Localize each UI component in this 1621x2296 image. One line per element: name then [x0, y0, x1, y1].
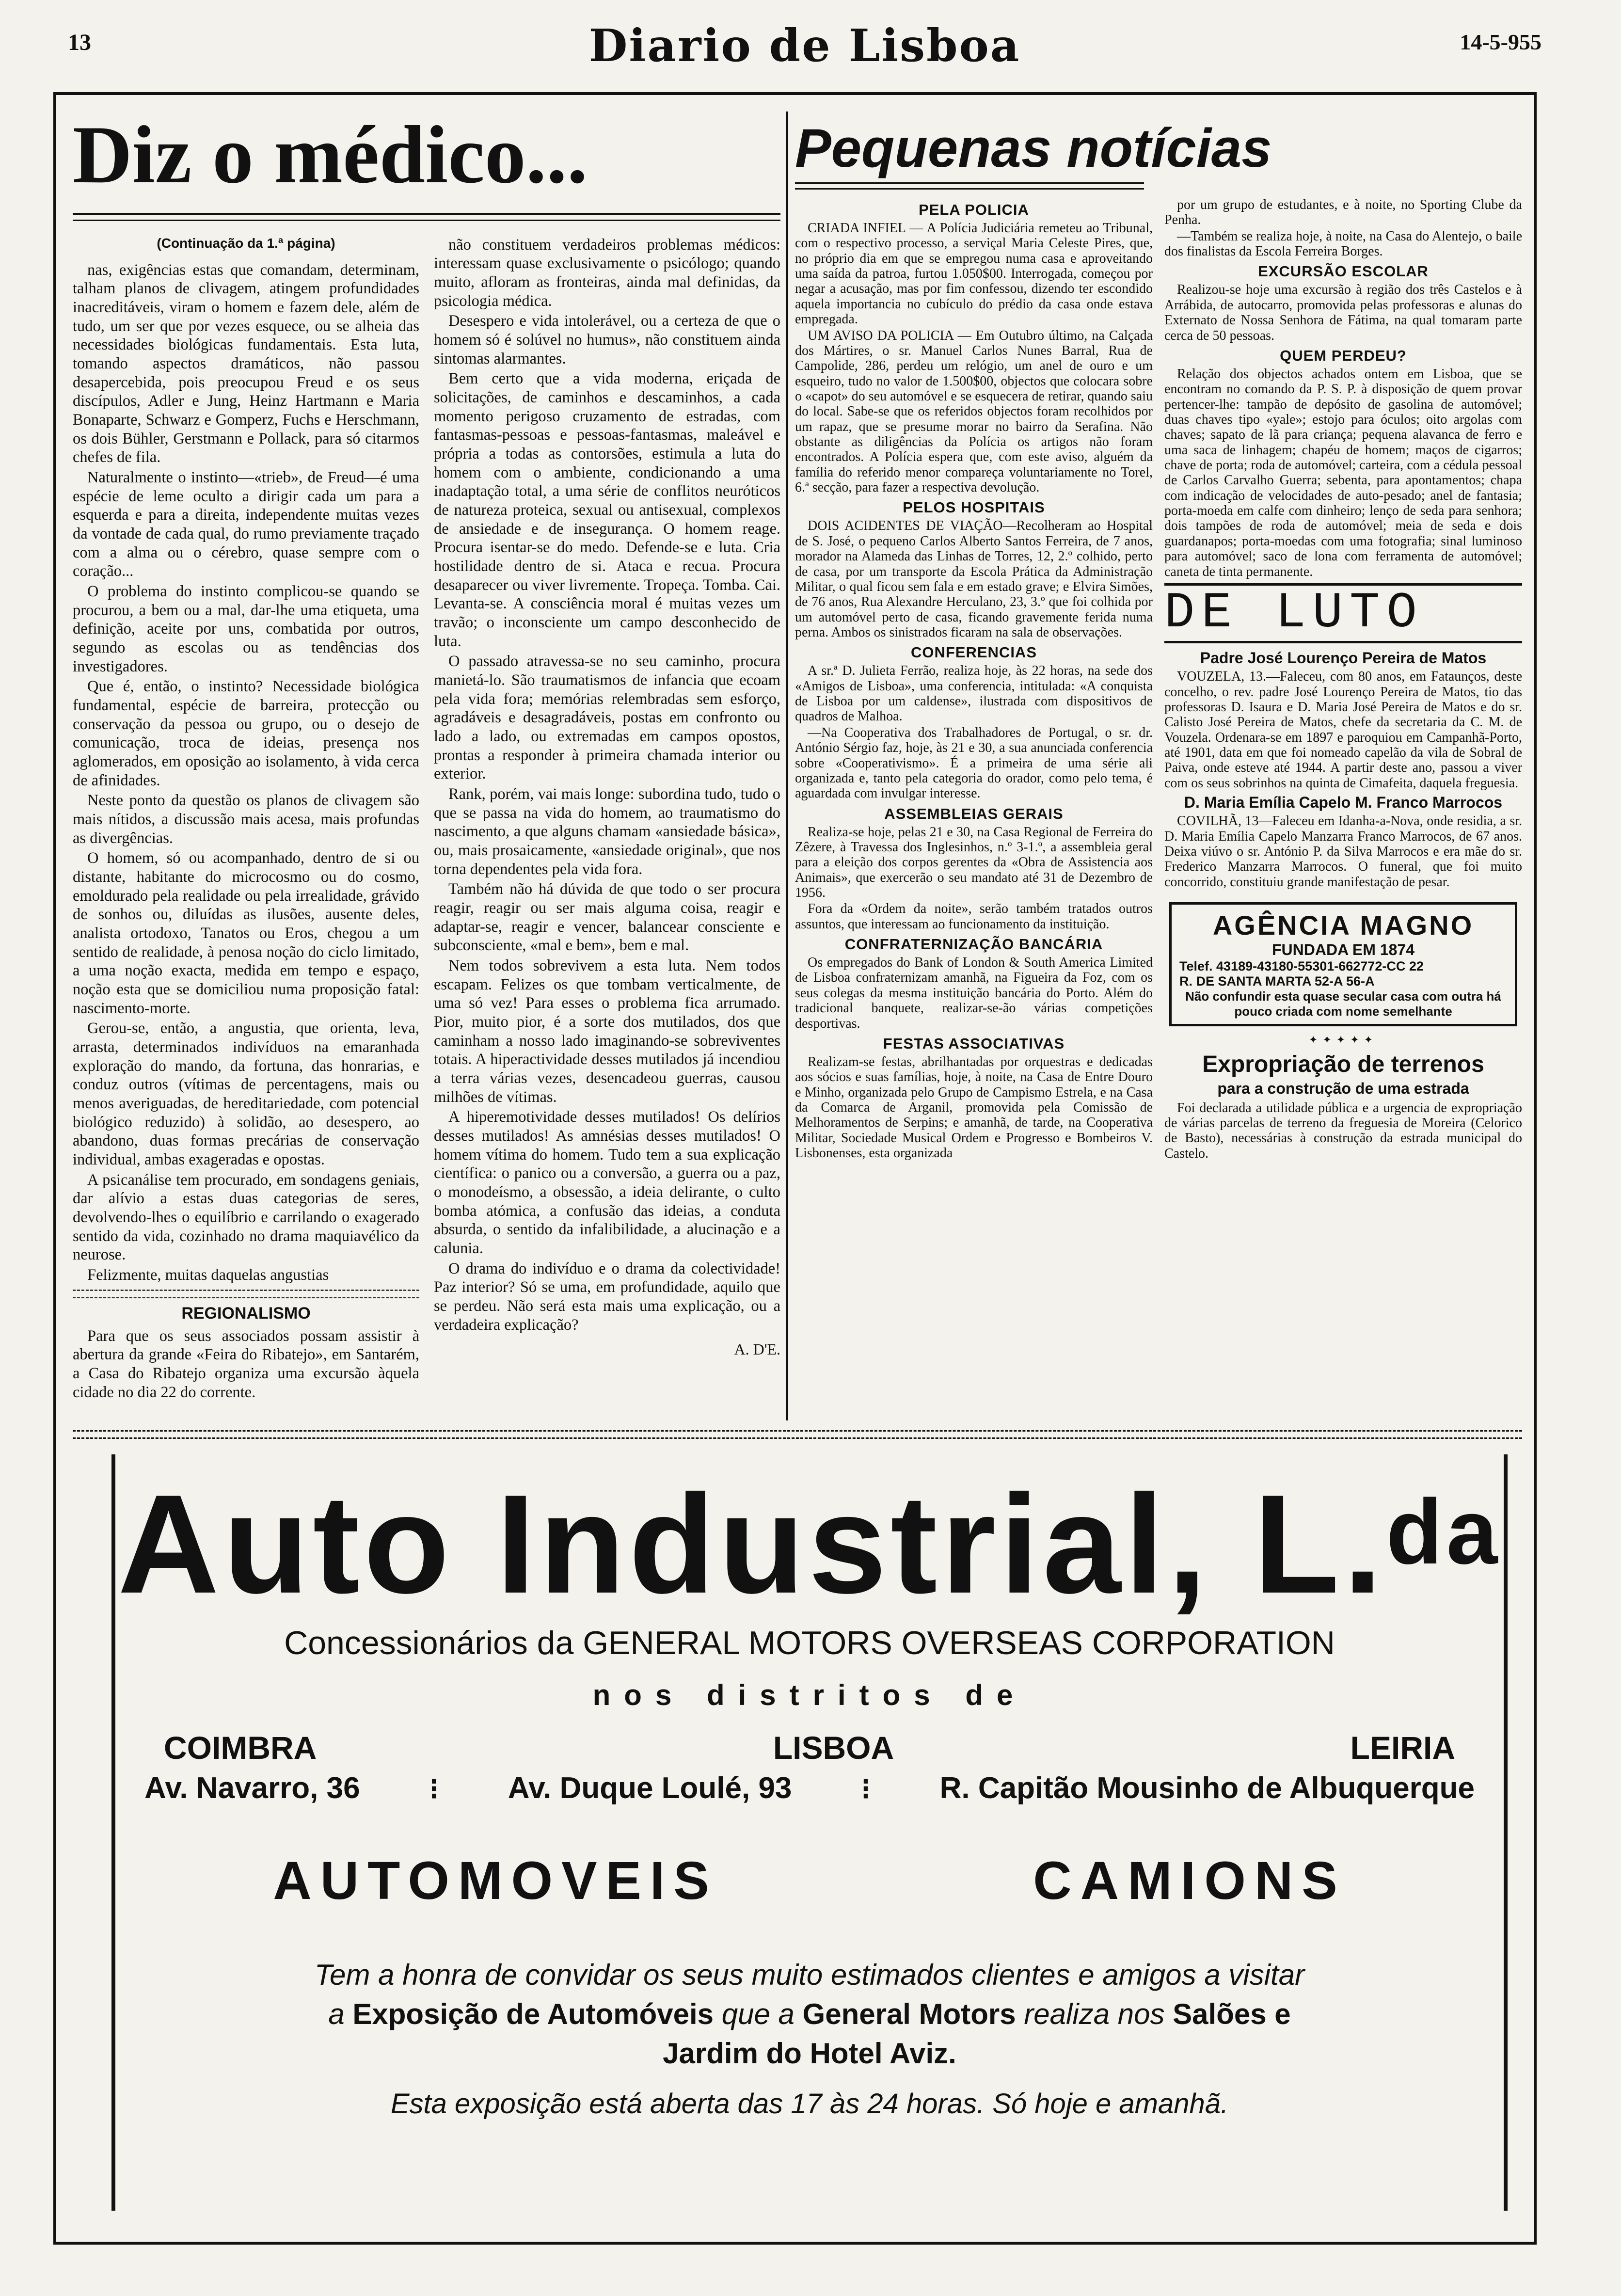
advert-concession: Concessionários da GENERAL MOTORS OVERSEAS CORPORATION — [284, 1625, 1335, 1661]
news-paragraph: DOIS ACIDENTES DE VIAÇÃO—Recolheram ao Hospital de S. José, o pequeno Carlos Alberto Santos Ferreira, de 7 anos, morador na Alameda das Linhas de Torres, 12, 2.º colhido, perto de casa, por um transporte da Escola Prática da Administração Militar, o qual ficou sem fala e em estado grave; e Elvira Simões, de 76 anos, Rua Alexandre Herculano, 23, 3.º que foi colhida por um automóvel perto de casa, ficando gravemente ferida numa perna. Ambos os sinistrados ficaram na sala de observações. — [795, 518, 1153, 640]
regionalismo-text: Para que os seus associados possam assistir à abertura da grande «Feira do Ribatejo», em Santarém, a Casa do Ribatejo organiza uma excursão àquela cidade no dia 22 do corrente. — [73, 1327, 419, 1401]
article-paragraph: O passado atravessa-se no seu caminho, procura manietá-lo. São traumatismos de infancia que ecoam pela vida fora; memórias relembradas sem esforço, agradáveis e desagradáveis, postas em confronto ou lado a lado, ou extremadas em campos opostos, prontas a responder à primeira chamada interior ou exterior. — [434, 653, 780, 783]
address-separator: ⁝ — [429, 1772, 439, 1806]
obituary-name: D. Maria Emília Capelo M. Franco Marrocos — [1184, 794, 1503, 812]
headline-rule — [73, 213, 780, 221]
advert-divider — [73, 1430, 1522, 1439]
news-section-title: Pequenas notícias — [795, 121, 1272, 178]
city-coimbra: COIMBRA — [164, 1730, 317, 1766]
advert-hours: Esta exposição está aberta das 17 às 24 horas. Só hoje e amanhã. — [390, 2088, 1229, 2120]
article-paragraph: O problema do instinto complicou-se quando se procurou, a bem ou a mal, dar-lhe uma etiqueta, uma definição, aceite por uns, combatida por outros, segundo as escolas ou as tendências dos investigadores. — [73, 582, 419, 675]
article-paragraph: Naturalmente o instinto—«trieb», de Freud—é uma espécie de leme oculto a dirigir cada um para a esquerda e para a direita, independente muitas vezes da vontade de cada qual, do rumo previamente traçado com a alma ou o cérebro, quase sempre com o coração... — [73, 468, 419, 580]
city-lisboa: LISBOA — [773, 1730, 894, 1766]
news-paragraph: UM AVISO DA POLICIA — Em Outubro último, na Calçada dos Mártires, o sr. Manuel Carlos Nunes Barral, Rua de Campolide, 286, perdeu um relógio, um anel de ouro e um esqueiro, tudo no valor de 1.500$00, objectos que colocara sobre o «capot» do seu automóvel e se esquecera de retirar, quando saiu do local. Sabe-se que os referidos objectos foram recolhidos por um rapaz, que se presume morar no bairro da Serafina. Não obstante as diligências da Polícia os artigos não foram encontrados. A Polícia espera que, com este aviso, alguém da família do referido menor compareça voluntariamente no Torel, 6.ª secção, para fazer a respectiva devolução. — [795, 328, 1153, 495]
column-rule — [786, 112, 788, 1420]
news-heading: PELOS HOSPITAIS — [903, 499, 1045, 516]
news-heading: PELA POLICIA — [919, 201, 1029, 218]
news-column-2 — [1164, 197, 1522, 1162]
news-heading: ASSEMBLEIAS GERAIS — [884, 805, 1064, 822]
expropriacao-subtitle: para a construção de uma estrada — [1217, 1079, 1469, 1097]
quem-perdeu-heading: QUEM PERDEU? — [1280, 347, 1407, 364]
product-automoveis: AUTOMOVEIS — [273, 1851, 718, 1911]
agencia-magno-ad — [1169, 902, 1517, 1026]
invite-hotel-aviz: Jardim do Hotel Aviz. — [663, 2037, 956, 2070]
obituary-text: VOUZELA, 13.—Faleceu, com 80 anos, em Fataunços, deste concelho, o rev. padre José Lourenço Pereira de Matos, tio das professoras D. Isaura e D. Maria José Pereira de Matos e do sr. Calisto José Pereira de Matos, chefe da secretaria da C. M. de Vouzela. Ordenara-se em 1897 e paroquiou em Campanhã-Porto, até 1901, data em que foi nomeado capelão da vila de Sobral de Paiva, onde esteve até 1944. A partir deste ano, passou a viver com os seus sobrinhos na quinta de Cimafeita, daquela freguesia. — [1164, 669, 1522, 791]
article-diz-o-medico — [73, 112, 780, 1425]
page-number: 13 — [68, 30, 91, 55]
news-heading: CONFERENCIAS — [910, 644, 1037, 661]
excursao-text: Realizou-se hoje uma excursão à região dos três Castelos e à Arrábida, de autocarro, promovida pelas professoras e alunas do Externato de Nossa Senhora de Fátima, na qual tomaram parte cerca de 50 pessoas. — [1164, 282, 1522, 343]
article-column-2 — [434, 236, 780, 1403]
agencia-founded: FUNDADA EM 1874 — [1272, 941, 1414, 958]
news-paragraph: Realiza-se hoje, pelas 21 e 30, na Casa Regional de Ferreira do Zêzere, à Travessa dos Inglesinhos, n.º 3-1.º, a assembleia geral para a eleição dos corpos gerentes da «Obra de Assistencia aos Animais», que exercerão o seu mandato até 31 de Dezembro de 1956. — [795, 824, 1153, 901]
expropriacao-text: Foi declarada a utilidade pública e a urgencia de expropriação de várias parcelas de terreno da freguesia de Moreira (Celorico de Basto), necessárias à construção da estrada municipal do Castelo. — [1164, 1100, 1522, 1161]
advert-brand-suffix: da — [1386, 1481, 1502, 1583]
invite-word: que a — [721, 1998, 795, 2030]
invite-word: realiza nos — [1024, 1998, 1165, 2030]
city-leiria: LEIRIA — [1350, 1730, 1455, 1766]
article-paragraph: Que é, então, o instinto? Necessidade biológica fundamental, espécie de barreira, protecção ou conservação da pessoa ou grupo, ou o desejo de comunicação, troca de ideias, presença nos aglomerados, em oposição ao isolamento, à vida cerca de afinidades. — [73, 678, 419, 789]
article-paragraph: não constituem verdadeiros problemas médicos: interessam quase exclusivamente o psicólogo; quando muito, afloram as fronteiras, ainda mal definidas, da psicologia médica. — [434, 236, 780, 310]
article-kicker: (Continuação da 1.ª página) — [157, 235, 335, 251]
news-paragraph: —Na Cooperativa dos Trabalhadores de Portugal, o sr. dr. António Sérgio faz, hoje, às 21 e 30, a sua anunciada conferencia sobre «Cooperativismo». É a primeira de uma série ali organizada e, tanto pela categoria do orador, como pelo tema, é aguardada com invulgar interesse. — [795, 725, 1153, 801]
agencia-phones: Telef. 43189-43180-55301-662772-CC 22 — [1179, 958, 1424, 973]
agencia-address: R. DE SANTA MARTA 52-A 56-A — [1179, 973, 1375, 989]
auto-industrial-advert — [111, 1454, 1508, 2211]
advert-invitation — [115, 1955, 1504, 2073]
pequenas-noticias-section — [795, 121, 1522, 1425]
news-heading: CONFRATERNIZAÇÃO BANCÁRIA — [844, 936, 1103, 953]
news-paragraph: por um grupo de estudantes, e à noite, no Sporting Clube da Penha. — [1164, 197, 1522, 228]
advert-brand-text: Auto Industrial, L. — [117, 1466, 1386, 1623]
news-heading: FESTAS ASSOCIATIVAS — [883, 1035, 1065, 1052]
article-paragraph: Felizmente, muitas daquelas angustias — [87, 1266, 329, 1284]
article-paragraph: Desespero e vida intolerável, ou a certeza de que o homem só é solúvel no humus», não constituem ainda sintomas alarmantes. — [434, 312, 780, 367]
star-divider: ✦✦✦✦✦ — [1308, 1033, 1378, 1046]
article-paragraph: O homem, só ou acompanhado, dentro de si ou distante, habitante do microcosmo ou do cosmo, emoldurado pela realidade ou pela irrealidade, grávido de sonhos ou, diluídas as ilusões, ausente deles, analista ortodoxo, Tanatos ou Eros, chegou a um sentido de realidade, à penosa noção do ciclo limitado, a uma noção exacta, medida em tempo e espaço, noção esta que se domiciliou numa proposição fatal: nascimento-morte. — [73, 849, 419, 1017]
article-paragraph: O drama do indivíduo e o drama da colectividade! Paz interior? Só se uma, em profundidade, aquilo que se perdeu. Não será esta mais uma explicação, ou a verdadeira explicação? — [434, 1260, 780, 1334]
article-paragraph: A psicanálise tem procurado, em sondagens geniais, dar alívio a estas duas categorias de seres, devolvendo-lhes o equilíbrio e carrilando o exagerado sentido da vida, cozinhado no drama maquiavélico da neurose. — [73, 1171, 419, 1264]
article-paragraph: Gerou-se, então, a angustia, que orienta, leva, arrasta, determinados indivíduos na emaranhada exploração do mando, da fortuna, das honrarias, e conduz outros (vítimas de percentagens, mais ou menos averiguadas, de hereditariedade, com potencial biológico reduzido) à solidão, ao desespero, ao abandono, duas formas precárias de conservação individual, ambas exageradas e opostas. — [73, 1020, 419, 1169]
advert-addresses — [115, 1771, 1504, 1806]
article-paragraph: Também não há dúvida de que todo o ser procura reagir, reagir ou ser mais alguma coisa, reagir e adaptar-se, reagir e vencer, balancear consciente e subconsciente, «mal e bem», bem e mal. — [434, 880, 780, 955]
advert-products — [115, 1850, 1504, 1912]
advert-cities — [115, 1729, 1504, 1766]
news-paragraph: Fora da «Ordem da noite», serão também tratados outros assuntos, que interessam ao funcionamento da instituição. — [795, 901, 1153, 932]
news-paragraph: Realizam-se festas, abrilhantadas por orquestras e dedicadas aos sócios e suas famílias, hoje, à noite, na Casa de Entre Douro e Minho, organizada pelo Grupo de Campismo Estrela, e na Casa da Comarca de Arganil, promovida pela Comissão de Melhoramentos de Serpins; e amanhã, de tarde, na Cooperativa Militar, Sociedade Musical Ordem e Progresso e Bombeiros V. Lisbonenses, esta organizada — [795, 1054, 1153, 1161]
article-paragraph: Nem todos sobrevivem a esta luta. Nem todos escapam. Felizes os que tombam verticalmente, de uma só vez! Para esses o problema fica arrumado. Pior, muito pior, é a sorte dos mutilados, dos que caminham a nosso lado imaginando-se sobreviventes totais. A hiperactividade desses mutilados já incendiou a terra várias vezes, desencadeou guerras, causou milhões de vítimas. — [434, 957, 780, 1106]
masthead — [68, 19, 1542, 73]
invite-general-motors: General Motors — [802, 1998, 1016, 2030]
article-signature: A. D'E. — [734, 1340, 780, 1358]
address-leiria: R. Capitão Mousinho de Albuquerque — [939, 1771, 1475, 1805]
obituary-text: COVILHÃ, 13—Faleceu em Idanha-a-Nova, onde residia, a sr. D. Maria Emília Capelo Manzarra Franco Marrocos, de 67 anos. Deixa viúvo o sr. António P. da Silva Marrocos e era mãe do sr. Frederico Manzarra Marrocos. O funeral, que foi muito concorrido, constituiu grande manifestação de pesar. — [1164, 813, 1522, 890]
article-paragraph: Bem certo que a vida moderna, eriçada de solicitações, de caminhos e descaminhos, a cada momento perigoso cruzamento de estradas, com fantasmas-pessoas e pessoas-fantasmas, maleável e própria a todas as contorsões, estimula a luta do homem com o ambiente, condicionando a uma inadaptação total, a uma série de conflitos neuróticos de natureza proteica, sexual ou antisexual, complexos de ansiedade e de insegurança. O homem reage. Procura isentar-se do medo. Defende-se e luta. Cria hostilidade dentro de si. Ataca e recua. Procura desaparecer ou viver livremente. Tropeça. Tomba. Cai. Levanta-se. A consciência moral é muitas vezes um travão; o inconsciente um campo desconhecido de luta. — [434, 370, 780, 650]
invite-exposicao: Exposição de Automóveis — [352, 1998, 714, 2030]
article-paragraph: A hiperemotividade desses mutilados! Os delírios desses mutilados! As amnésias desses mutilados! O homem vítima do homem. Tudo tem a sua explicação científica: o panico ou a conversão, a guerra ou a paz, o monodeísmo, a obsessão, a ideia delirante, o culto bomba atómica, a confusão das ideias, a conduta absurda, o sentido da infalibilidade, a alucinação e a calunia. — [434, 1108, 780, 1258]
excursao-heading: EXCURSÃO ESCOLAR — [1258, 263, 1429, 280]
news-paragraph: A sr.ª D. Julieta Ferrão, realiza hoje, às 22 horas, na sede dos «Amigos de Lisboa», uma conferencia, intitulada: «A conquista de Lisboa por um caldense», ilustrada com dispositivos de quadros de Malhoa. — [795, 663, 1153, 724]
news-column-1 — [795, 197, 1153, 1162]
newspaper-name: Diario de Lisboa — [588, 19, 1021, 72]
invite-word: a — [328, 1998, 345, 2030]
address-lisboa: Av. Duque Loulé, 93 — [508, 1771, 792, 1805]
article-paragraph: Rank, porém, vai mais longe: subordina tudo, tudo o que se passa na vida do homem, ao traumatismo do nascimento, a que alguns chamam «ansiedade básica», ou, mais prosaicamente, «ansiedade original», que nos torna dependentes pela vida fora. — [434, 785, 780, 878]
news-paragraph: —Também se realiza hoje, à noite, na Casa do Alentejo, o baile dos finalistas da Escola Ferreira Borges. — [1164, 228, 1522, 259]
news-title-rule — [795, 182, 1144, 190]
de-luto-heading: DE LUTO — [1164, 583, 1522, 643]
address-separator: ⁝ — [861, 1772, 871, 1806]
article-paragraph: nas, exigências estas que comandam, determinam, talham planos de clivagem, atingem profundidades inacreditáveis, viram o homem e fazem dele, além de tudo, um ser que por vezes esquece, ou se alheia das necessidades biológicas fundamentais. Esta luta, tomando aspectos dramáticos, não passou desapercebida, pois preocupou Freud e os seus discípulos, Adler e Jung, Heinz Hartmann e Maria Bonaparte, Schwarz e Gomperz, Fuchs e Herschmann, os dois Bühler, Gerstmann e Pollack, para só citarmos chefes de fila. — [73, 261, 419, 466]
article-paragraph: Neste ponto da questão os planos de clivagem são mais nítidos, a discussão mais acesa, mais profundas as divergências. — [73, 792, 419, 847]
advert-districts: nos distritos de — [592, 1679, 1027, 1711]
expropriacao-title: Expropriação de terrenos — [1202, 1051, 1484, 1077]
section-divider — [73, 1290, 419, 1298]
issue-date: 14-5-955 — [1460, 30, 1542, 54]
obituary-name: Padre José Lourenço Pereira de Matos — [1200, 649, 1487, 667]
regionalismo-heading: REGIONALISMO — [181, 1304, 311, 1323]
news-paragraph: CRIADA INFIEL — A Polícia Judiciária remeteu ao Tribunal, com o respectivo processo, a serviçal Maria Celeste Pires, que, no próprio dia em que se empregou numa casa e aproveitando uma saída da patroa, furtou 1.050$00. Interrogada, começou por negar a acusação, mas por fim confessou, dizendo ter escondido aquela importancia no cubículo do prédio da casa onde estava empregada. — [795, 221, 1153, 327]
quem-perdeu-text: Relação dos objectos achados ontem em Lisboa, que se encontram no comando da P. S. P. à disposição de quem provar pertencer-lhe: tampão de depósito de gasolina de automóvel; duas chaves tipo «yale»; estojo para óculos; oito argolas com chaves; sapato de lã para criança; pequena alavanca de ferro e uma saca de linhagem; chapéu de homem; maços de cigarros; chave de porta; roda de automóvel; carteira, com a cédula pessoal de Carlos Carvalho Guerra; sebenta, para apontamentos; chapa com indicação de velocidades de auto-pesado; anel de fantasia; porta-moeda em calfe com dinheiro; lenço de seda para senhora; dois tampões de roda de automóvel; meia de seda e dois guardanapos; porta-moedas com uma fotografia; sinal luminoso para automóvel; saco de lona com ferramenta de automóvel; caneta de tinta permanente. — [1164, 366, 1522, 579]
news-paragraph: Os empregados do Bank of London & South America Limited de Lisboa confraternizam amanhã, na Figueira da Foz, com os seus colegas da mesma instituição bancária do Porto. Além do tradicional banquete, realizar-se-ão várias competições desportivas. — [795, 955, 1153, 1031]
advert-brand — [115, 1466, 1504, 1623]
agencia-name: AGÊNCIA MAGNO — [1212, 909, 1474, 941]
product-camions: CAMIONS — [1033, 1851, 1346, 1911]
invite-saloes: Salões e — [1173, 1998, 1291, 2030]
address-coimbra: Av. Navarro, 36 — [144, 1771, 360, 1805]
article-column-1 — [73, 236, 419, 1403]
agencia-note: Não confundir esta quase secular casa com outra há pouco criada com nome semelhante — [1185, 989, 1501, 1019]
article-headline: Diz o médico... — [73, 112, 588, 200]
invite-line-1: Tem a honra de convidar os seus muito estimados clientes e amigos a visitar — [314, 1959, 1305, 1991]
